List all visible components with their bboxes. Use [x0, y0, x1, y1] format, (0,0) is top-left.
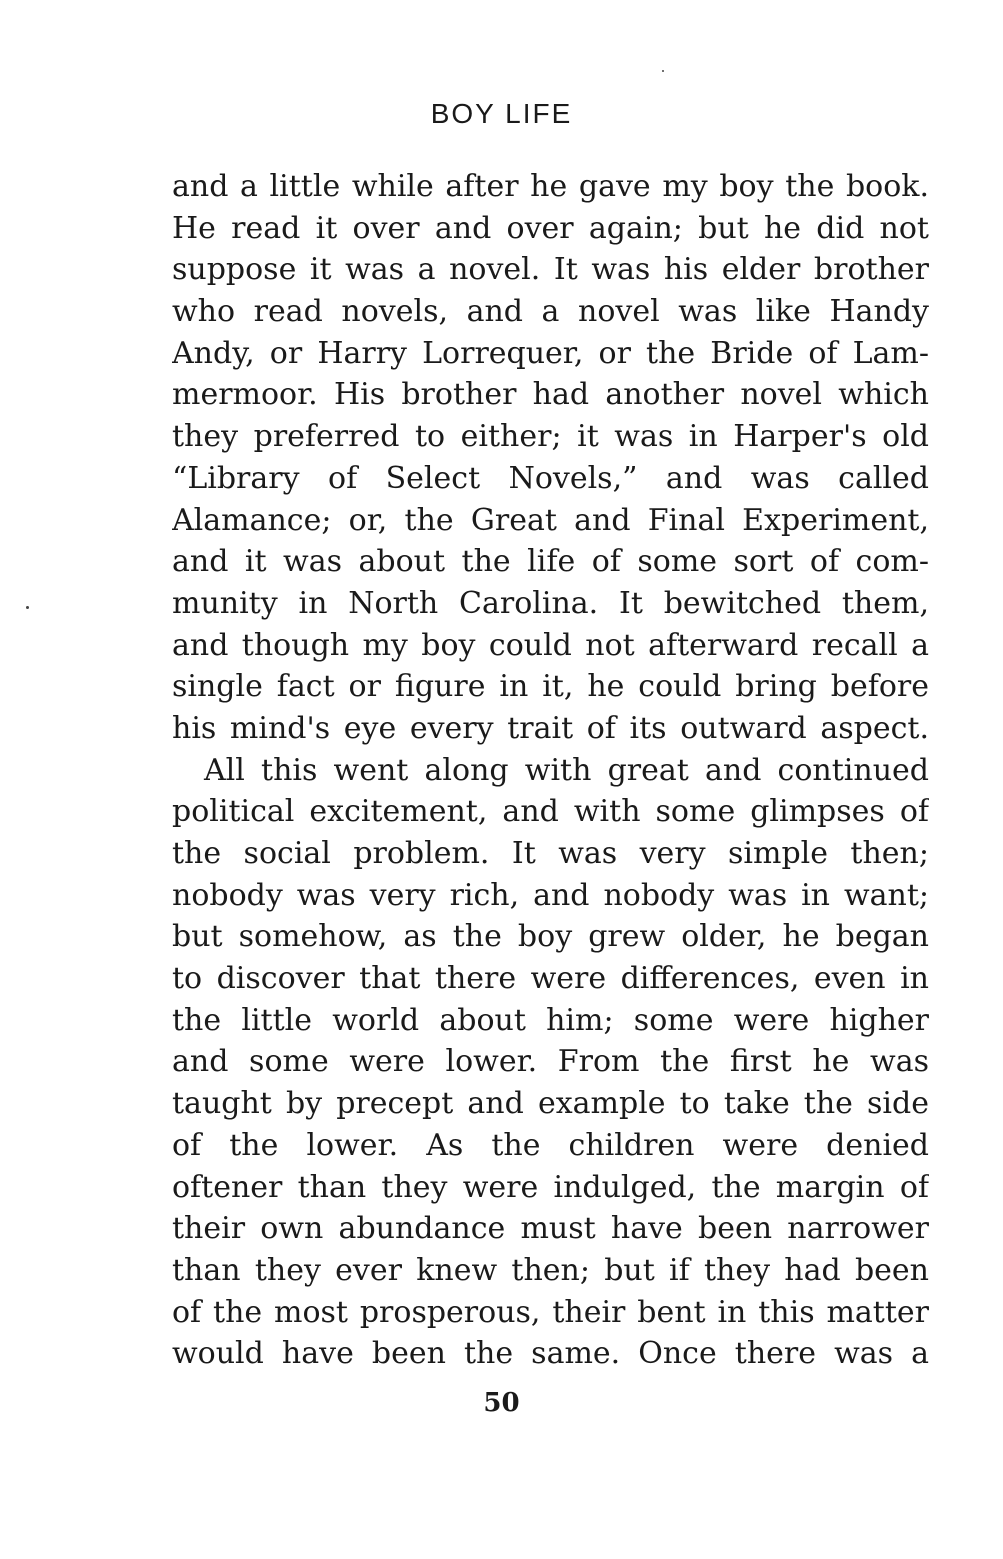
text-line: of the lower. As the children were denied	[172, 1127, 929, 1163]
text-line: taught by precept and example to take the side	[172, 1086, 929, 1122]
text-line: of the most prosperous, their bent in this matter	[172, 1294, 929, 1330]
text-line: munity in North Carolina. It bewitched them,	[172, 585, 929, 621]
text-line: would have been the same. Once there was a	[172, 1336, 929, 1372]
text-line: nobody was very rich, and nobody was in want;	[172, 877, 929, 913]
text-line: single fact or figure in it, he could bring before	[172, 669, 929, 705]
scan-speck	[26, 606, 29, 609]
page-number: 50	[483, 1388, 520, 1418]
text-line: and a little while after he gave my boy the book.	[172, 169, 929, 204]
text-line: than they ever knew then; but if they had been	[172, 1252, 929, 1288]
text-line: the little world about him; some were higher	[172, 1002, 929, 1038]
text-line: “Library of Select Novels,” and was called	[172, 460, 929, 496]
text-line: and it was about the life of some sort of com-	[172, 544, 929, 580]
text-line: their own abundance must have been narrower	[172, 1211, 929, 1247]
text-line: mermoor. His brother had another novel which	[172, 377, 929, 413]
running-head: BOY LIFE	[430, 98, 573, 129]
text-line: but somehow, as the boy grew older, he began	[172, 919, 929, 955]
text-line: political excitement, and with some glimpses of	[172, 794, 929, 830]
scan-speck	[662, 70, 664, 72]
text-line: Alamance; or, the Great and Final Experiment,	[172, 502, 929, 538]
text-line: He read it over and over again; but he did not	[172, 210, 929, 246]
text-line: suppose it was a novel. It was his elder brother	[172, 252, 929, 288]
text-line: to discover that there were differences, even in	[172, 961, 929, 997]
text-line: and though my boy could not afterward recall a	[172, 627, 929, 663]
body-text	[172, 166, 929, 1375]
text-line: All this went along with great and continued	[204, 752, 929, 788]
text-line: Andy, or Harry Lorrequer, or the Bride of Lam-	[172, 335, 929, 371]
text-line: his mind's eye every trait of its outward aspect.	[172, 710, 929, 746]
text-line: and some were lower. From the first he was	[172, 1044, 929, 1080]
text-line: oftener than they were indulged, the margin of	[172, 1169, 929, 1205]
text-line: they preferred to either; it was in Harper's old	[172, 419, 929, 455]
text-line: who read novels, and a novel was like Handy	[172, 294, 929, 330]
text-line: the social problem. It was very simple then;	[172, 836, 929, 871]
